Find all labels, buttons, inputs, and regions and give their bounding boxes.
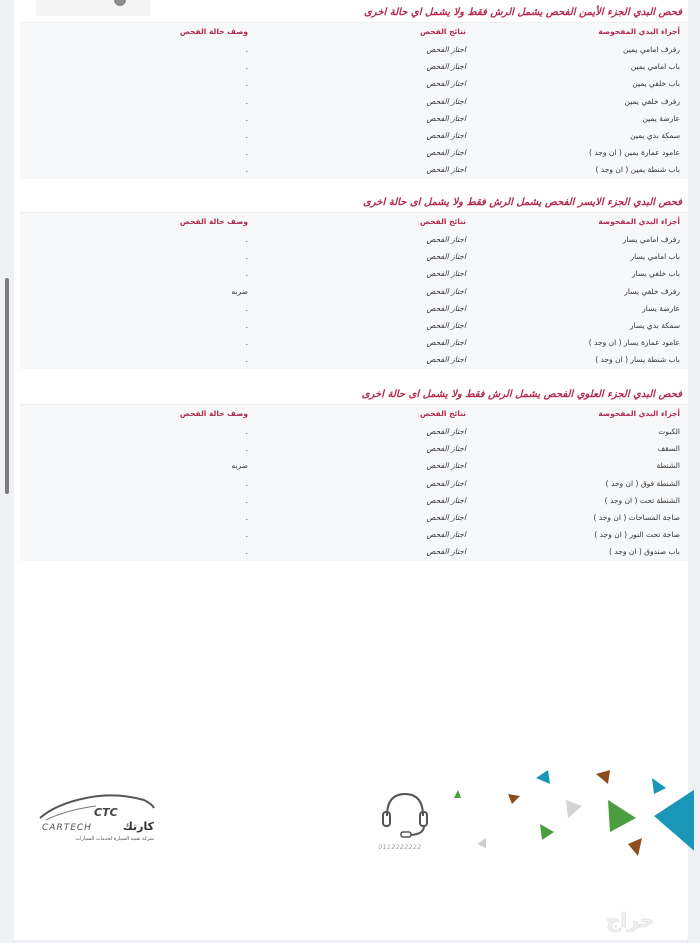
haraj-watermark [580, 905, 680, 935]
result: اجتاز الفحص [426, 495, 466, 505]
result: اجتاز الفحص [426, 530, 466, 540]
table-row [20, 75, 688, 92]
table-row [20, 300, 688, 317]
part-name: باب امامي يمين [630, 62, 680, 72]
part-name: عارضة يسار [642, 303, 680, 313]
inspection-table [20, 22, 688, 179]
decorative-triangles [444, 760, 694, 870]
table-row [20, 492, 688, 509]
scrollbar[interactable] [0, 0, 15, 943]
table-header [20, 405, 688, 423]
part-name: صاجة المساحات ( ان وجد ) [593, 512, 680, 522]
section-title: فحص البدي الجزء العلوي الفحص يشمل الرش فقط ولا يشمل اى حالة اخرى [361, 389, 682, 400]
table-row [20, 334, 688, 351]
table-row [20, 144, 688, 161]
result: اجتاز الفحص [426, 165, 466, 175]
support-phone: 0112222222 [378, 844, 422, 851]
description: . [245, 444, 248, 454]
result: اجتاز الفحص [426, 547, 466, 557]
part-name: عامود عمارة يسار ( ان وجد ) [588, 338, 680, 348]
description: . [245, 45, 248, 54]
svg-text:حراج: حراج [605, 908, 655, 932]
description: . [245, 130, 248, 140]
table-row [20, 93, 688, 110]
inspection-table [20, 404, 688, 561]
description: . [245, 547, 248, 557]
part-name: باب شنطة يسار ( ان وجد ) [595, 355, 680, 365]
description: . [245, 355, 248, 365]
part-name: رفرف امامي يمين [623, 45, 680, 54]
description: . [245, 303, 248, 313]
result: اجتاز الفحص [426, 62, 466, 72]
table-header [20, 23, 688, 41]
section-top-body [20, 386, 688, 561]
svg-text:شركة تقنية السيارة لخدمات السي: شركة تقنية السيارة لخدمات السيارات [75, 836, 154, 842]
part-name: رفرف خلفي يمين [624, 96, 680, 106]
result: اجتاز الفحص [426, 235, 466, 244]
description: . [245, 235, 248, 244]
table-row [20, 543, 688, 560]
result: اجتاز الفحص [426, 320, 466, 330]
result: اجتاز الفحص [426, 45, 466, 54]
description: . [245, 165, 248, 175]
description: ضربه [231, 461, 248, 471]
part-name: عامود عمارة يمين ( ان وجد ) [589, 148, 680, 158]
support-contact [370, 786, 440, 856]
part-name: سمكة بدي يمين [630, 130, 680, 140]
description: . [245, 252, 248, 262]
table-row [20, 248, 688, 265]
table-row [20, 423, 688, 440]
header-part: أجزاء البدي المفحوصة [598, 409, 680, 418]
result: اجتاز الفحص [426, 427, 466, 436]
section-title: فحص البدي الجزء الأيمن الفحص يشمل الرش فقط ولا يشمل اي حالة اخرى [363, 7, 682, 18]
part-name: رفرف امامي يسار [622, 235, 680, 244]
header-result: نتائج الفحص [420, 27, 466, 36]
header-description: وصف حالة الفحص [179, 27, 248, 36]
table-header [20, 213, 688, 231]
part-name: السقف [657, 444, 680, 454]
header-part: أجزاء البدي المفحوصة [598, 217, 680, 226]
table-row [20, 526, 688, 543]
table-row [20, 509, 688, 526]
inspection-table [20, 212, 688, 369]
result: اجتاز الفحص [426, 461, 466, 471]
result: اجتاز الفحص [426, 113, 466, 123]
part-name: الكبوت [658, 427, 680, 436]
section-left-body [20, 194, 688, 369]
table-row [20, 440, 688, 457]
table-row [20, 265, 688, 282]
report-footer [14, 760, 688, 880]
part-name: باب شنطة يمين ( ان وجد ) [595, 165, 680, 175]
part-name: سمكة بدي يسار [629, 320, 680, 330]
description: . [245, 320, 248, 330]
header-part: أجزاء البدي المفحوصة [598, 27, 680, 36]
header-result: نتائج الفحص [420, 409, 466, 418]
part-name: باب خلفي يمين [632, 79, 680, 89]
section-title: فحص البدي الجزء الايسر الفحص يشمل الرش فقط ولا يشمل اى حالة اخرى [362, 197, 682, 208]
description: . [245, 495, 248, 505]
part-name: صاجة تحت النور ( ان وجد ) [594, 530, 680, 540]
description: . [245, 148, 248, 158]
header-result: نتائج الفحص [420, 217, 466, 226]
result: اجتاز الفحص [426, 478, 466, 488]
result: اجتاز الفحص [426, 130, 466, 140]
table-row [20, 317, 688, 334]
table-row [20, 127, 688, 144]
svg-text:كارتك: كارتك [122, 820, 154, 833]
part-name: باب خلفي يسار [631, 269, 680, 279]
result: اجتاز الفحص [426, 148, 466, 158]
description: . [245, 96, 248, 106]
result: اجتاز الفحص [426, 252, 466, 262]
svg-text:CTC: CTC [94, 806, 118, 819]
description: . [245, 113, 248, 123]
table-row [20, 231, 688, 248]
table-row [20, 283, 688, 300]
result: اجتاز الفحص [426, 512, 466, 522]
header-description: وصف حالة الفحص [179, 217, 248, 226]
description: ضربه [231, 286, 248, 296]
description: . [245, 269, 248, 279]
table-row [20, 457, 688, 474]
svg-text:CARTECH: CARTECH [42, 823, 92, 833]
part-name: باب امامي يسار [630, 252, 680, 262]
result: اجتاز الفحص [426, 355, 466, 365]
part-name: باب صندوق ( ان وجد ) [608, 547, 680, 557]
part-name: الشنطة [656, 461, 680, 471]
table-row [20, 475, 688, 492]
result: اجتاز الفحص [426, 286, 466, 296]
result: اجتاز الفحص [426, 96, 466, 106]
description: . [245, 427, 248, 436]
part-name: الشنطة تحت ( ان وجد ) [604, 495, 680, 505]
result: اجتاز الفحص [426, 444, 466, 454]
cartech-logo [36, 784, 166, 844]
scrollbar-thumb[interactable] [5, 278, 9, 494]
result: اجتاز الفحص [426, 269, 466, 279]
description: . [245, 79, 248, 89]
table-row [20, 58, 688, 75]
description: . [245, 338, 248, 348]
part-name: عارضة يمين [642, 113, 680, 123]
table-row [20, 110, 688, 127]
description: . [245, 478, 248, 488]
section-right-body [20, 4, 688, 179]
result: اجتاز الفحص [426, 338, 466, 348]
description: . [245, 62, 248, 72]
result: اجتاز الفحص [426, 303, 466, 313]
description: . [245, 530, 248, 540]
result: اجتاز الفحص [426, 79, 466, 89]
headset-icon [375, 786, 435, 842]
header-description: وصف حالة الفحص [179, 409, 248, 418]
table-row [20, 351, 688, 368]
part-name: رفرف خلفي يسار [624, 286, 680, 296]
description: . [245, 512, 248, 522]
table-row [20, 41, 688, 58]
part-name: الشنطة فوق ( ان وجد ) [605, 478, 680, 488]
table-row [20, 161, 688, 178]
